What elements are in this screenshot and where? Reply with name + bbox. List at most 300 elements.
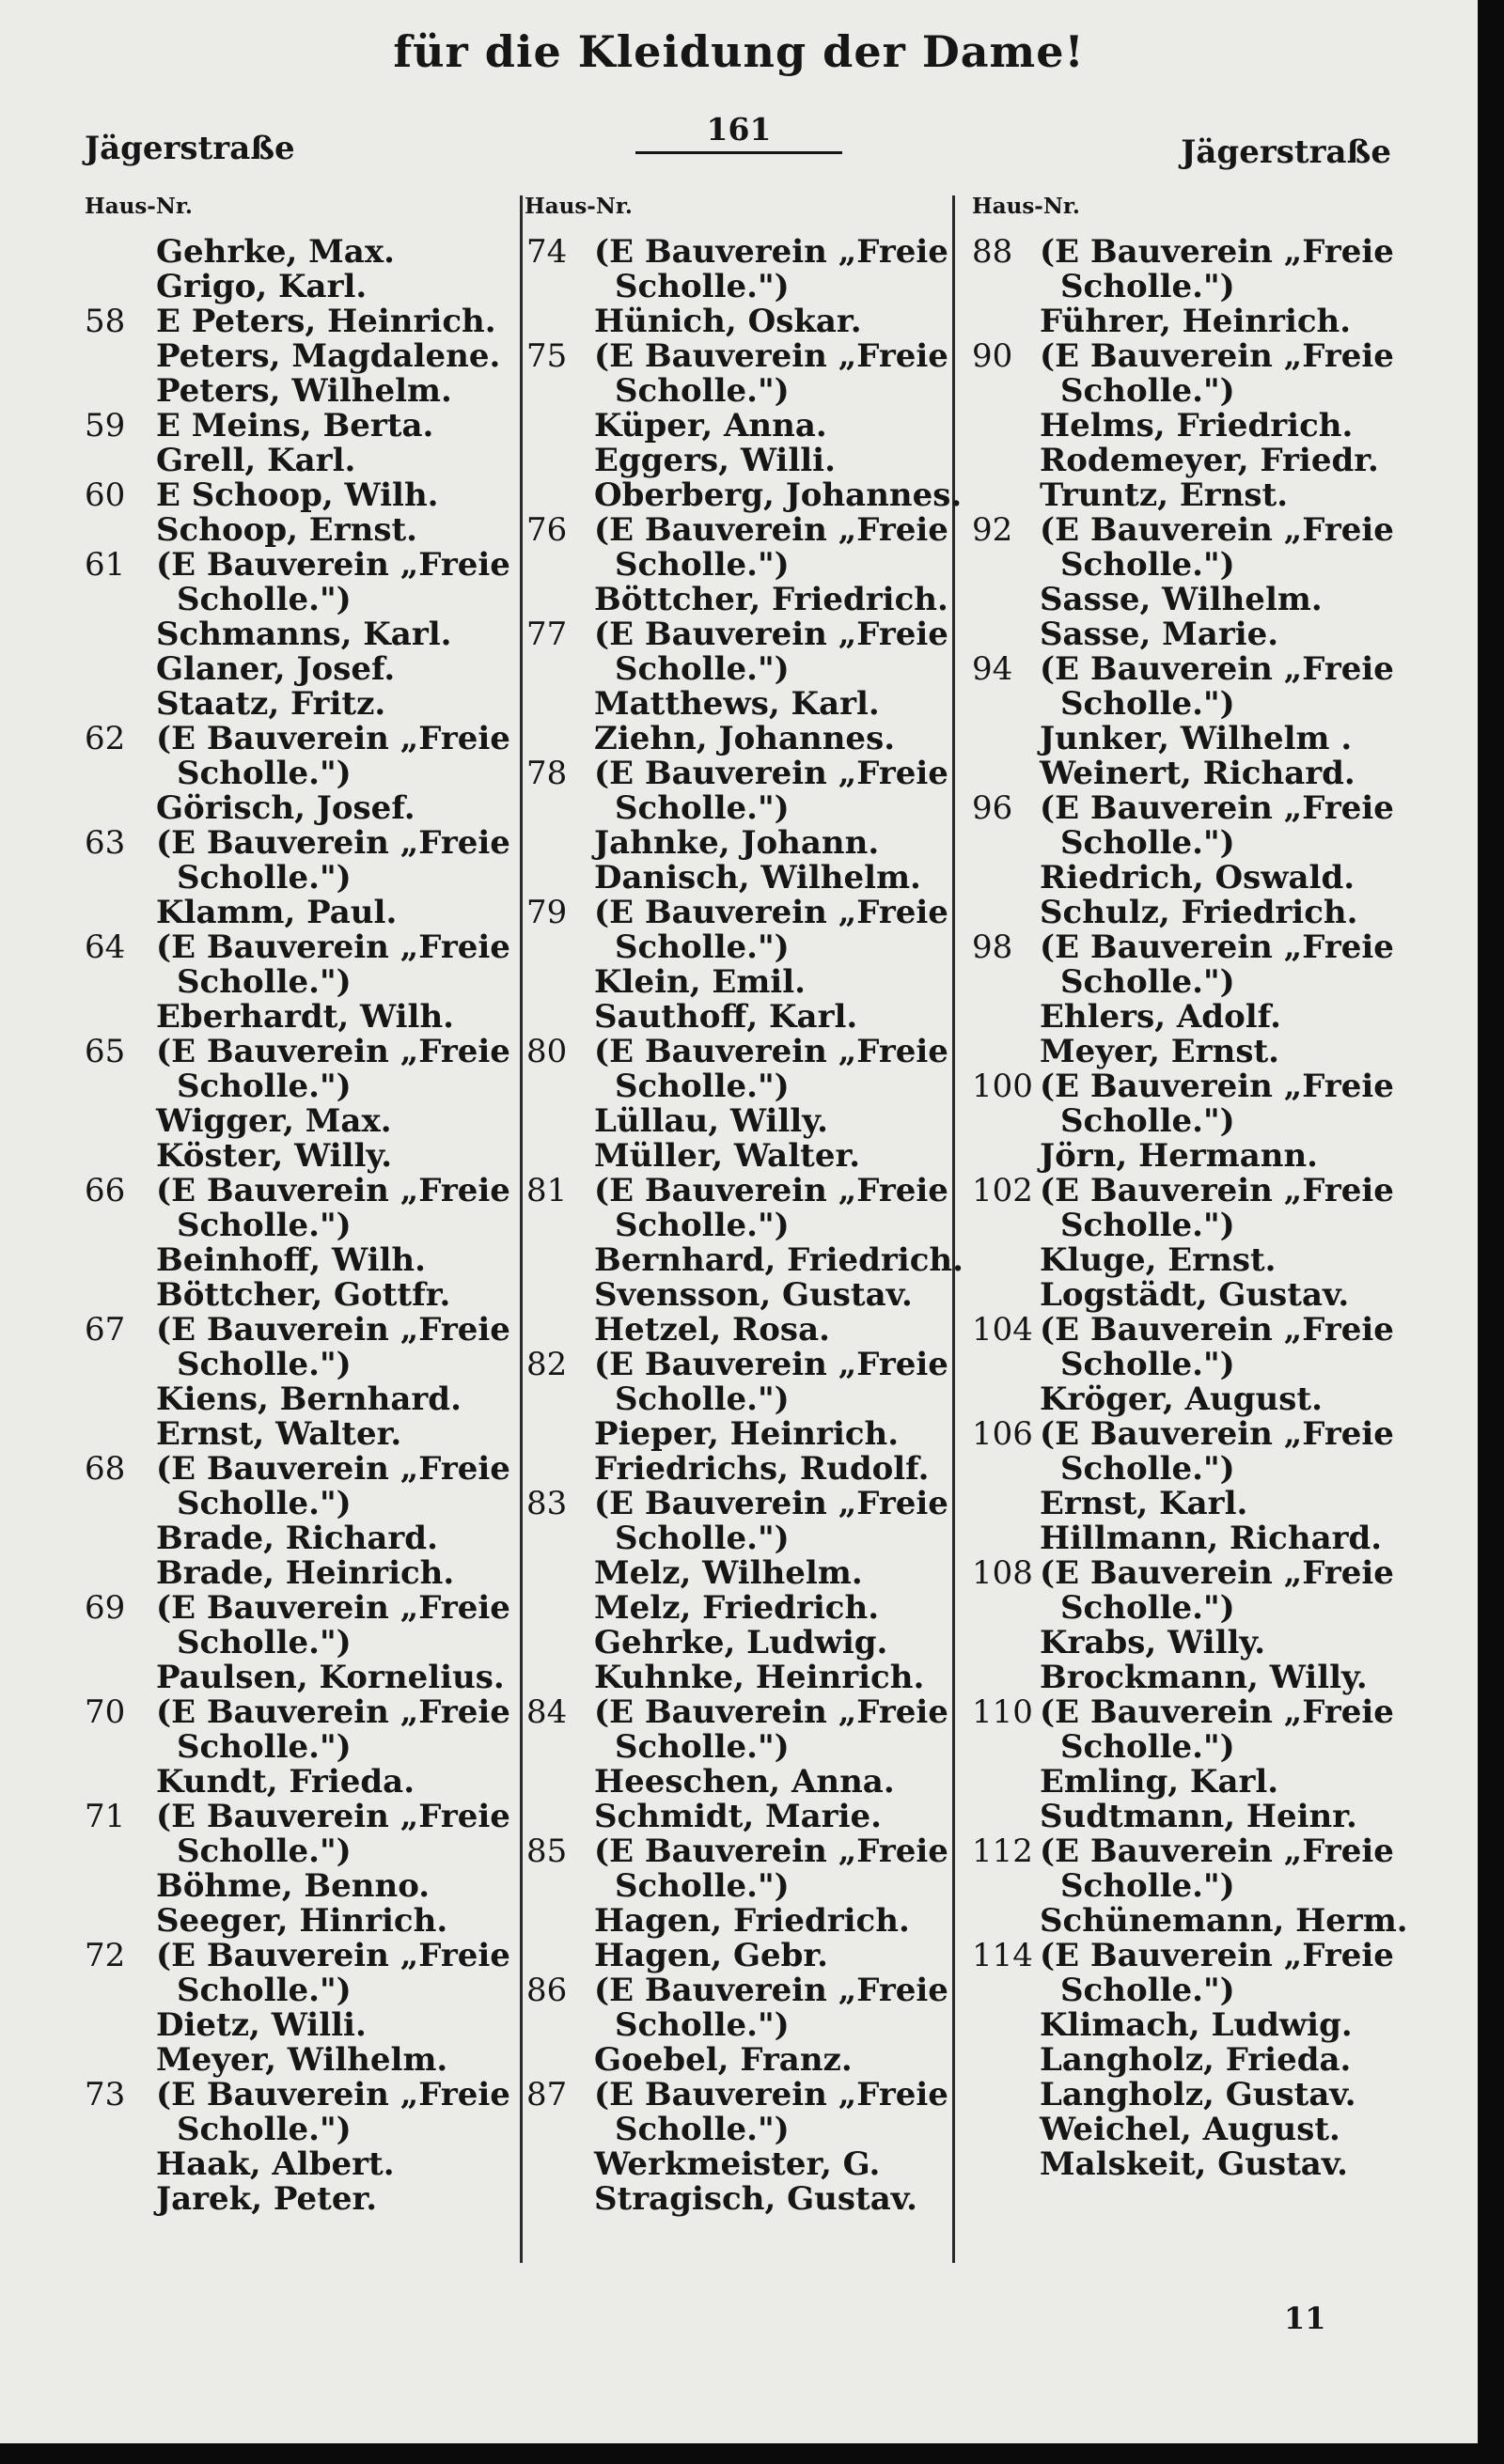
resident-name: Jahnke, Johann.: [594, 824, 880, 862]
resident-name: Köster, Willy.: [156, 1137, 393, 1175]
house-entry: [526, 896, 949, 1035]
resident-list: [594, 756, 949, 896]
owner-note: Scholle."): [615, 546, 790, 584]
resident-name: Rodemeyer, Friedr.: [1040, 442, 1379, 479]
resident-name: Eberhardt, Wilh.: [156, 998, 455, 1036]
house-entry: [972, 513, 1414, 652]
page-number: 161: [635, 111, 842, 154]
house-number: 66: [85, 1172, 126, 1209]
resident-list: [594, 339, 962, 513]
owner-note: Scholle."): [615, 650, 790, 688]
resident-name: Ernst, Karl.: [1040, 1485, 1248, 1522]
resident-list: [1040, 339, 1414, 513]
resident-list: [1040, 1556, 1414, 1695]
resident-name: Schulz, Friedrich.: [1040, 894, 1358, 931]
resident-list: [1040, 1417, 1414, 1556]
owner-note: Scholle."): [615, 2006, 790, 2044]
house-entry: [85, 548, 517, 722]
owner-note: (E Bauverein „Freie: [156, 2076, 510, 2113]
house-entry: [972, 1417, 1414, 1556]
resident-name: Schmanns, Karl.: [156, 616, 452, 653]
owner-note: Scholle."): [177, 963, 352, 1001]
house-number: 68: [85, 1450, 126, 1488]
house-entry: [85, 722, 517, 826]
owner-note: Scholle."): [1060, 1102, 1235, 1140]
resident-name: Glaner, Josef.: [156, 650, 396, 688]
house-entry: [526, 1973, 949, 2078]
house-entry: [526, 1695, 949, 1834]
house-number: 114: [972, 1937, 1033, 1974]
owner-note: (E Bauverein „Freie: [156, 1589, 510, 1627]
owner-note: Scholle."): [1060, 546, 1235, 584]
house-entry: [972, 1556, 1414, 1695]
owner-note: (E Bauverein „Freie: [1040, 1415, 1394, 1453]
resident-list: [1040, 513, 1414, 652]
resident-list: [594, 1035, 949, 1174]
resident-name: Brade, Richard.: [156, 1520, 438, 1557]
resident-name: Schmidt, Marie.: [594, 1798, 882, 1835]
owner-note: Scholle."): [1060, 1589, 1235, 1627]
owner-note: (E Bauverein „Freie: [156, 1937, 510, 1974]
resident-name: Matthews, Karl.: [594, 685, 880, 723]
resident-list: [594, 1348, 949, 1487]
resident-name: Helms, Friedrich.: [1040, 407, 1354, 444]
house-number: 90: [972, 337, 1013, 375]
owner-note: Scholle."): [1060, 372, 1235, 410]
house-number: 62: [85, 720, 126, 757]
house-entry: [85, 235, 517, 304]
owner-note: Scholle."): [177, 755, 352, 792]
owner-note: (E Bauverein „Freie: [1040, 337, 1394, 375]
owner-note: (E Bauverein „Freie: [156, 720, 510, 757]
owner-note: Scholle."): [177, 1485, 352, 1522]
house-entry: [85, 1939, 517, 2078]
resident-name: Eggers, Willi.: [594, 442, 836, 479]
house-number: 108: [972, 1554, 1033, 1592]
owner-note: (E Bauverein „Freie: [1040, 1554, 1394, 1592]
owner-note: (E Bauverein „Freie: [1040, 1832, 1394, 1870]
house-number: 87: [526, 2076, 568, 2113]
house-number: 84: [526, 1693, 568, 1731]
resident-name: Kröger, August.: [1040, 1380, 1323, 1418]
resident-list: [594, 1973, 949, 2078]
resident-name: Peters, Wilhelm.: [156, 372, 452, 410]
resident-list: [594, 513, 949, 617]
owner-note: (E Bauverein „Freie: [594, 337, 948, 375]
resident-name: Melz, Friedrich.: [594, 1589, 880, 1627]
house-entry: [972, 1695, 1414, 1834]
column-divider-1: [520, 195, 523, 2263]
owner-note: Scholle."): [177, 1624, 352, 1661]
resident-name: Dietz, Willi.: [156, 2006, 367, 2044]
resident-name: Müller, Walter.: [594, 1137, 861, 1175]
resident-name: Küper, Anna.: [594, 407, 827, 444]
owner-note: Scholle."): [177, 1346, 352, 1383]
house-entry: [972, 1069, 1414, 1174]
house-entry: [526, 1834, 949, 1973]
house-entry: [526, 2078, 949, 2217]
resident-name: Ernst, Walter.: [156, 1415, 402, 1453]
house-entry: [972, 1313, 1414, 1417]
house-entry: [85, 1591, 517, 1695]
resident-name: Sasse, Marie.: [1040, 616, 1279, 653]
resident-name: Jörn, Hermann.: [1040, 1137, 1319, 1175]
resident-list: [594, 1487, 949, 1695]
owner-note: Scholle."): [615, 1520, 790, 1557]
resident-name: Hünich, Oskar.: [594, 303, 862, 340]
resident-name: Grell, Karl.: [156, 442, 356, 479]
house-number: 72: [85, 1937, 126, 1974]
house-number: 78: [526, 755, 568, 792]
resident-name: Weichel, August.: [1040, 2111, 1340, 2148]
owner-note: (E Bauverein „Freie: [594, 1172, 948, 1209]
owner-note: (E Bauverein „Freie: [594, 1972, 948, 2009]
resident-name: Krabs, Willy.: [1040, 1624, 1266, 1661]
directory-column-3: [972, 235, 1414, 2182]
resident-list: [156, 1939, 517, 2078]
house-number: 77: [526, 616, 568, 653]
owner-note: Scholle."): [1060, 685, 1235, 723]
owner-note: (E Bauverein „Freie: [1040, 1693, 1394, 1731]
resident-name: Peters, Magdalene.: [156, 337, 501, 375]
resident-name: Weinert, Richard.: [1040, 755, 1355, 792]
owner-note: Scholle."): [615, 1207, 790, 1244]
resident-name: Malskeit, Gustav.: [1040, 2145, 1349, 2183]
resident-name: Wigger, Max.: [156, 1102, 392, 1140]
owner-note: (E Bauverein „Freie: [594, 1485, 948, 1522]
owner-note: Scholle."): [177, 1068, 352, 1105]
resident-list: [594, 896, 949, 1035]
resident-list: [1040, 652, 1414, 791]
resident-name: Goebel, Franz.: [594, 2041, 853, 2079]
resident-name: Pieper, Heinrich.: [594, 1415, 900, 1453]
resident-name: Staatz, Fritz.: [156, 685, 386, 723]
house-number: 60: [85, 476, 126, 514]
resident-name: Görisch, Josef.: [156, 789, 415, 827]
resident-name: Svensson, Gustav.: [594, 1276, 913, 1314]
owner-note: Scholle."): [1060, 1728, 1235, 1766]
resident-name: Haak, Albert.: [156, 2145, 395, 2183]
resident-list: [156, 1313, 517, 1452]
resident-name: Langholz, Gustav.: [1040, 2076, 1356, 2113]
resident-list: [156, 1174, 517, 1313]
house-entry: [526, 513, 949, 617]
resident-name: Lüllau, Willy.: [594, 1102, 828, 1140]
resident-list: [1040, 1313, 1414, 1417]
resident-list: [1040, 1695, 1414, 1834]
owner-note: Scholle."): [177, 859, 352, 897]
house-entry: [526, 235, 949, 339]
resident-list: [1040, 1939, 1414, 2182]
resident-name: Logstädt, Gustav.: [1040, 1276, 1350, 1314]
resident-name: Brockmann, Willy.: [1040, 1659, 1368, 1696]
resident-list: [156, 2078, 517, 2217]
resident-list: [156, 826, 517, 930]
resident-list: [594, 617, 949, 756]
owner-note: Scholle."): [615, 1068, 790, 1105]
owner-note: (E Bauverein „Freie: [594, 1693, 948, 1731]
house-entry: [85, 2078, 517, 2217]
house-entry: [972, 339, 1414, 513]
owner-note: (E Bauverein „Freie: [1040, 789, 1394, 827]
resident-name: Friedrichs, Rudolf.: [594, 1450, 930, 1488]
house-number: 67: [85, 1311, 126, 1349]
owner-note: (E Bauverein „Freie: [156, 1450, 510, 1488]
resident-name: Grigo, Karl.: [156, 268, 368, 305]
resident-list: [594, 1695, 949, 1834]
scan-edge-right: [1478, 0, 1504, 2464]
house-number: 73: [85, 2076, 126, 2113]
owner-note: (E Bauverein „Freie: [594, 511, 948, 549]
house-entry: [85, 930, 517, 1035]
resident-name: Ehlers, Adolf.: [1040, 998, 1281, 1036]
owner-note: (E Bauverein „Freie: [156, 1033, 510, 1070]
resident-list: [1040, 1069, 1414, 1174]
house-number: 63: [85, 824, 126, 862]
house-entry: [526, 337, 963, 514]
house-number: 71: [85, 1798, 126, 1835]
owner-note: Scholle."): [1060, 1346, 1235, 1383]
resident-list: [1040, 235, 1414, 339]
owner-note: (E Bauverein „Freie: [1040, 650, 1394, 688]
resident-name: Jarek, Peter.: [156, 2180, 378, 2218]
resident-name: Danisch, Wilhelm.: [594, 859, 921, 897]
owner-note: Scholle."): [1060, 1450, 1235, 1488]
resident-name: Hagen, Gebr.: [594, 1937, 829, 1974]
house-number: 88: [972, 233, 1013, 271]
resident-name: Führer, Heinrich.: [1040, 303, 1352, 340]
resident-list: [594, 1174, 964, 1348]
house-entry: [85, 478, 517, 548]
resident-name: Kluge, Ernst.: [1040, 1241, 1277, 1279]
advertisement-banner: für die Kleidung der Dame!: [393, 26, 1085, 77]
resident-list: [594, 1834, 949, 1973]
resident-name: Kuhnke, Heinrich.: [594, 1659, 925, 1696]
owner-note: Scholle."): [177, 1728, 352, 1766]
house-number: 85: [526, 1832, 568, 1870]
resident-name: Emling, Karl.: [1040, 1763, 1279, 1801]
house-entry: [972, 791, 1414, 930]
house-number: 104: [972, 1311, 1033, 1349]
resident-name: Oberberg, Johannes.: [594, 476, 963, 514]
house-entry: [85, 1313, 517, 1452]
house-number: 92: [972, 511, 1013, 549]
directory-column-1: [85, 235, 517, 2217]
resident-name: Kundt, Frieda.: [156, 1763, 415, 1801]
sheet-number: 11: [1284, 2300, 1326, 2336]
house-number: 102: [972, 1172, 1033, 1209]
resident-list: [156, 1591, 517, 1695]
owner-note: (E Bauverein „Freie: [156, 546, 510, 584]
owner-note: Scholle."): [1060, 824, 1235, 862]
owner-note: Scholle."): [615, 1728, 790, 1766]
house-entry: [526, 756, 949, 896]
resident-name: Hillmann, Richard.: [1040, 1520, 1383, 1557]
owner-note: Scholle."): [615, 789, 790, 827]
owner-note: Scholle."): [177, 1207, 352, 1244]
house-number: 98: [972, 928, 1013, 966]
resident-name: Sauthoff, Karl.: [594, 998, 858, 1036]
house-number: 82: [526, 1346, 568, 1383]
resident-list: [156, 1452, 517, 1591]
column-header-1: Haus-Nr.: [85, 194, 193, 219]
owner-note: Scholle."): [1060, 1207, 1235, 1244]
house-number: 76: [526, 511, 568, 549]
resident-name: Werkmeister, G.: [594, 2145, 881, 2183]
house-number: 83: [526, 1485, 568, 1522]
house-entry: [972, 1174, 1414, 1313]
owner-note: (E Bauverein „Freie: [594, 1346, 948, 1383]
house-entry: [526, 1487, 949, 1695]
resident-list: [1040, 930, 1414, 1069]
resident-list: [156, 1035, 517, 1174]
house-entry: [972, 652, 1414, 791]
house-number: 65: [85, 1033, 126, 1070]
owner-note: (E Bauverein „Freie: [156, 824, 510, 862]
owner-note: (E Bauverein „Freie: [1040, 1937, 1394, 1974]
resident-list: [156, 409, 517, 478]
house-number: 58: [85, 303, 126, 340]
house-number: [85, 235, 156, 304]
house-number: 96: [972, 789, 1013, 827]
owner-note: Scholle."): [615, 928, 790, 966]
owner-note: (E Bauverein „Freie: [594, 233, 948, 271]
resident-name: Stragisch, Gustav.: [594, 2180, 917, 2218]
street-name-right: Jägerstraße: [1181, 133, 1391, 171]
resident-name: E Schoop, Wilh.: [156, 476, 439, 514]
resident-name: Gehrke, Ludwig.: [594, 1624, 888, 1661]
resident-list: [156, 235, 517, 304]
house-entry: [85, 304, 517, 409]
resident-list: [1040, 791, 1414, 930]
house-number: 86: [526, 1972, 568, 2009]
resident-name: Melz, Wilhelm.: [594, 1554, 863, 1592]
house-number: 80: [526, 1033, 568, 1070]
owner-note: (E Bauverein „Freie: [156, 928, 510, 966]
owner-note: (E Bauverein „Freie: [1040, 1172, 1394, 1209]
house-number: 59: [85, 407, 126, 444]
owner-note: Scholle."): [615, 268, 790, 305]
owner-note: Scholle."): [1060, 1972, 1235, 2009]
owner-note: Scholle."): [615, 2111, 790, 2148]
house-number: 94: [972, 650, 1013, 688]
house-entry: [526, 1348, 949, 1487]
owner-note: (E Bauverein „Freie: [1040, 1311, 1394, 1349]
resident-list: [156, 478, 517, 548]
resident-name: Seeger, Hinrich.: [156, 1902, 448, 1940]
house-entry: [526, 617, 949, 756]
resident-name: Kiens, Bernhard.: [156, 1380, 462, 1418]
house-number: 100: [972, 1068, 1033, 1105]
resident-list: [1040, 1174, 1414, 1313]
house-entry: [85, 1452, 517, 1591]
resident-name: Meyer, Ernst.: [1040, 1033, 1279, 1070]
house-entry: [972, 1834, 1414, 1939]
house-entry: [526, 1035, 949, 1174]
house-entry: [85, 826, 517, 930]
house-entry: [85, 1695, 517, 1800]
directory-column-2: [526, 233, 964, 2218]
resident-name: Hagen, Friedrich.: [594, 1902, 910, 1940]
owner-note: Scholle."): [177, 2111, 352, 2148]
house-entry: [85, 1035, 517, 1174]
resident-name: Schünemann, Herm.: [1040, 1902, 1408, 1940]
resident-name: Gehrke, Max.: [156, 233, 395, 271]
resident-name: Ziehn, Johannes.: [594, 720, 896, 757]
resident-name: Sasse, Wilhelm.: [1040, 581, 1323, 618]
owner-note: (E Bauverein „Freie: [594, 894, 948, 931]
owner-note: (E Bauverein „Freie: [1040, 233, 1394, 271]
resident-name: Bernhard, Friedrich.: [594, 1241, 964, 1279]
resident-name: Paulsen, Kornelius.: [156, 1659, 505, 1696]
owner-note: (E Bauverein „Freie: [156, 1172, 510, 1209]
house-number: 106: [972, 1415, 1033, 1453]
house-entry: [972, 235, 1414, 339]
resident-name: Böhme, Benno.: [156, 1867, 431, 1905]
owner-note: (E Bauverein „Freie: [594, 2076, 948, 2113]
column-header-3: Haus-Nr.: [972, 194, 1080, 219]
owner-note: (E Bauverein „Freie: [1040, 928, 1394, 966]
resident-list: [156, 304, 517, 409]
resident-name: Heeschen, Anna.: [594, 1763, 895, 1801]
house-number: 69: [85, 1589, 126, 1627]
owner-note: Scholle."): [1060, 1867, 1235, 1905]
resident-name: Brade, Heinrich.: [156, 1554, 455, 1592]
house-number: 112: [972, 1832, 1033, 1870]
resident-name: Sudtmann, Heinr.: [1040, 1798, 1357, 1835]
street-name-left: Jägerstraße: [85, 130, 295, 167]
owner-note: (E Bauverein „Freie: [594, 616, 948, 653]
resident-name: Klein, Emil.: [594, 963, 806, 1001]
resident-name: Hetzel, Rosa.: [594, 1311, 830, 1349]
owner-note: (E Bauverein „Freie: [594, 1832, 948, 1870]
owner-note: Scholle."): [177, 1972, 352, 2009]
owner-note: Scholle."): [615, 372, 790, 410]
resident-name: Langholz, Frieda.: [1040, 2041, 1352, 2079]
resident-name: Böttcher, Friedrich.: [594, 581, 948, 618]
house-number: 79: [526, 894, 568, 931]
owner-note: (E Bauverein „Freie: [156, 1693, 510, 1731]
owner-note: (E Bauverein „Freie: [1040, 1068, 1394, 1105]
resident-name: Beinhoff, Wilh.: [156, 1241, 426, 1279]
house-entry: [972, 1939, 1414, 2182]
house-number: 81: [526, 1172, 568, 1209]
house-number: 74: [526, 233, 568, 271]
resident-name: Meyer, Wilhelm.: [156, 2041, 448, 2079]
resident-list: [156, 1695, 517, 1800]
house-entry: [972, 930, 1414, 1069]
house-entry: [85, 1800, 517, 1939]
house-entry: [85, 1174, 517, 1313]
owner-note: Scholle."): [1060, 963, 1235, 1001]
owner-note: Scholle."): [615, 1867, 790, 1905]
resident-list: [156, 930, 517, 1035]
resident-name: Junker, Wilhelm .: [1040, 720, 1353, 757]
column-header-2: Haus-Nr.: [525, 194, 633, 219]
resident-name: Böttcher, Gottfr.: [156, 1276, 451, 1314]
resident-name: Truntz, Ernst.: [1040, 476, 1289, 514]
resident-list: [1040, 1834, 1414, 1939]
house-number: 70: [85, 1693, 126, 1731]
house-number: 61: [85, 546, 126, 584]
owner-note: (E Bauverein „Freie: [156, 1311, 510, 1349]
resident-list: [594, 235, 949, 339]
resident-name: Klimach, Ludwig.: [1040, 2006, 1353, 2044]
owner-note: (E Bauverein „Freie: [156, 1798, 510, 1835]
resident-name: Klamm, Paul.: [156, 894, 398, 931]
resident-list: [156, 722, 517, 826]
house-number: 64: [85, 928, 126, 966]
